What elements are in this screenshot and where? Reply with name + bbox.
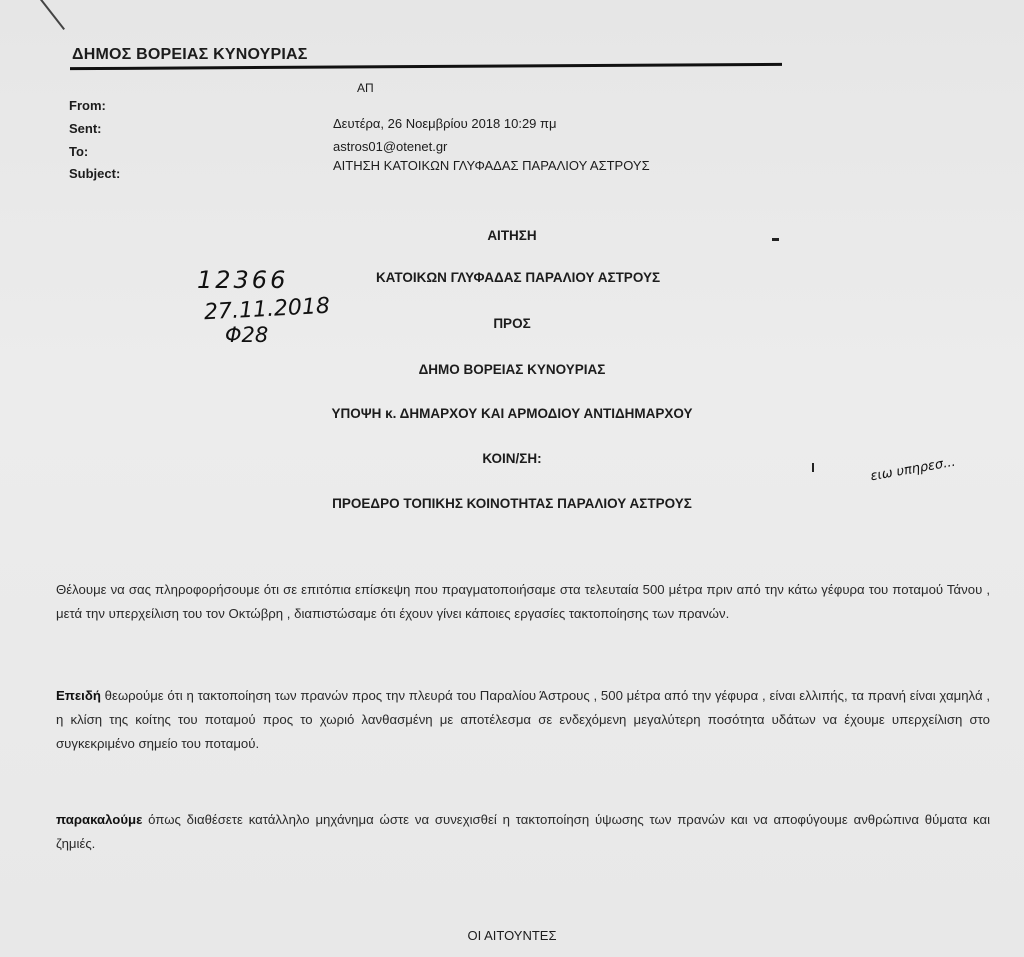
organization-title: ΔΗΜΟΣ ΒΟΡΕΙΑΣ ΚΥΝΟΥΡΙΑΣ	[72, 46, 308, 63]
to-word: ΠΡΟΣ	[493, 316, 531, 331]
from-label: From:	[69, 98, 106, 113]
handwritten-margin-note: ειω υπηρεσ...	[869, 454, 957, 485]
paragraph-1: Θέλουμε να σας πληροφορήσουμε ότι σε επιτόπια επίσκεψη που πραγματοποιήσαμε στα τελευταία 500 μέτρα πριν από την κάτω γέφυρα του ποταμού Τάνου , μετά την υπερχείλιση του τον Οκτώβρη , διαπιστώσαμε ότι έχουν γίνει κάποιες εργασίες τακτοποίησης των πρανών.	[56, 582, 990, 621]
cc-recipient: ΠΡΟΕΔΡΟ ΤΟΠΙΚΗΣ ΚΟΙΝΟΤΗΤΑΣ ΠΑΡΑΛΙΟΥ ΑΣΤΡΟΥΣ	[332, 496, 692, 511]
sent-value: Δευτέρα, 26 Νοεμβρίου 2018 10:29 πμ	[333, 116, 557, 131]
handwritten-protocol-number: 12366	[197, 266, 289, 294]
sent-label: Sent:	[69, 121, 102, 136]
handwritten-protocol-date: 27.11.2018	[203, 293, 331, 326]
from-value: ΑΠ	[357, 81, 374, 95]
scan-speck	[772, 238, 779, 241]
letter-title: ΑΙΤΗΣΗ	[487, 228, 537, 243]
signature-line: ΟΙ ΑΙΤΟΥΝΤΕΣ	[467, 928, 557, 943]
to-value: astros01@otenet.gr	[333, 139, 448, 154]
paragraph-2	[56, 684, 990, 756]
paragraph-3	[56, 808, 990, 856]
recipient: ΔΗΜΟ ΒΟΡΕΙΑΣ ΚΥΝΟΥΡΙΑΣ	[418, 362, 606, 377]
cc-label: ΚΟΙΝ/ΣΗ:	[482, 451, 542, 466]
paragraph-2-lead: Επειδή	[56, 688, 101, 703]
scan-speck	[812, 463, 814, 472]
handwritten-file-code: Φ28	[225, 323, 269, 347]
to-label: To:	[69, 144, 89, 159]
subject-label: Subject:	[69, 166, 121, 181]
subject-value: ΑΙΤΗΣΗ ΚΑΤΟΙΚΩΝ ΓΛΥΦΑΔΑΣ ΠΑΡΑΛΙΟΥ ΑΣΤΡΟΥΣ	[333, 158, 650, 173]
sender-line: ΚΑΤΟΙΚΩΝ ΓΛΥΦΑΔΑΣ ΠΑΡΑΛΙΟΥ ΑΣΤΡΟΥΣ	[375, 270, 661, 285]
paragraph-3-lead: παρακαλούμε	[56, 812, 143, 827]
scan-artifact-line	[40, 0, 65, 30]
attention-line: ΥΠΟΨΗ κ. ΔΗΜΑΡΧΟΥ ΚΑΙ ΑΡΜΟΔΙΟΥ ΑΝΤΙΔΗΜΑΡΧΟΥ	[331, 406, 693, 421]
paragraph-2-body: θεωρούμε ότι η τακτοποίηση των πρανών προς την πλευρά του Παραλίου Άστρους , 500 μέτρα από την γέφυρα , είναι ελλιπής, τα πρανή είναι χαμηλά , η κλίση της κοίτης του ποταμού προς το χωριό λανθασμένη με αποτέλεσμα σε ενδεχόμενη μεγαλύτερη ποσότητα υδάτων να έχουμε υπερχείλιση στο συγκεκριμένο σημείο του ποταμού.	[56, 688, 990, 751]
paragraph-3-body: όπως διαθέσετε κατάλληλο μηχάνημα ώστε να συνεχισθεί η τακτοποίηση ύψωσης των πρανών και να αποφύγουμε ανθρώπινα θύματα και ζημιές.	[56, 812, 990, 851]
